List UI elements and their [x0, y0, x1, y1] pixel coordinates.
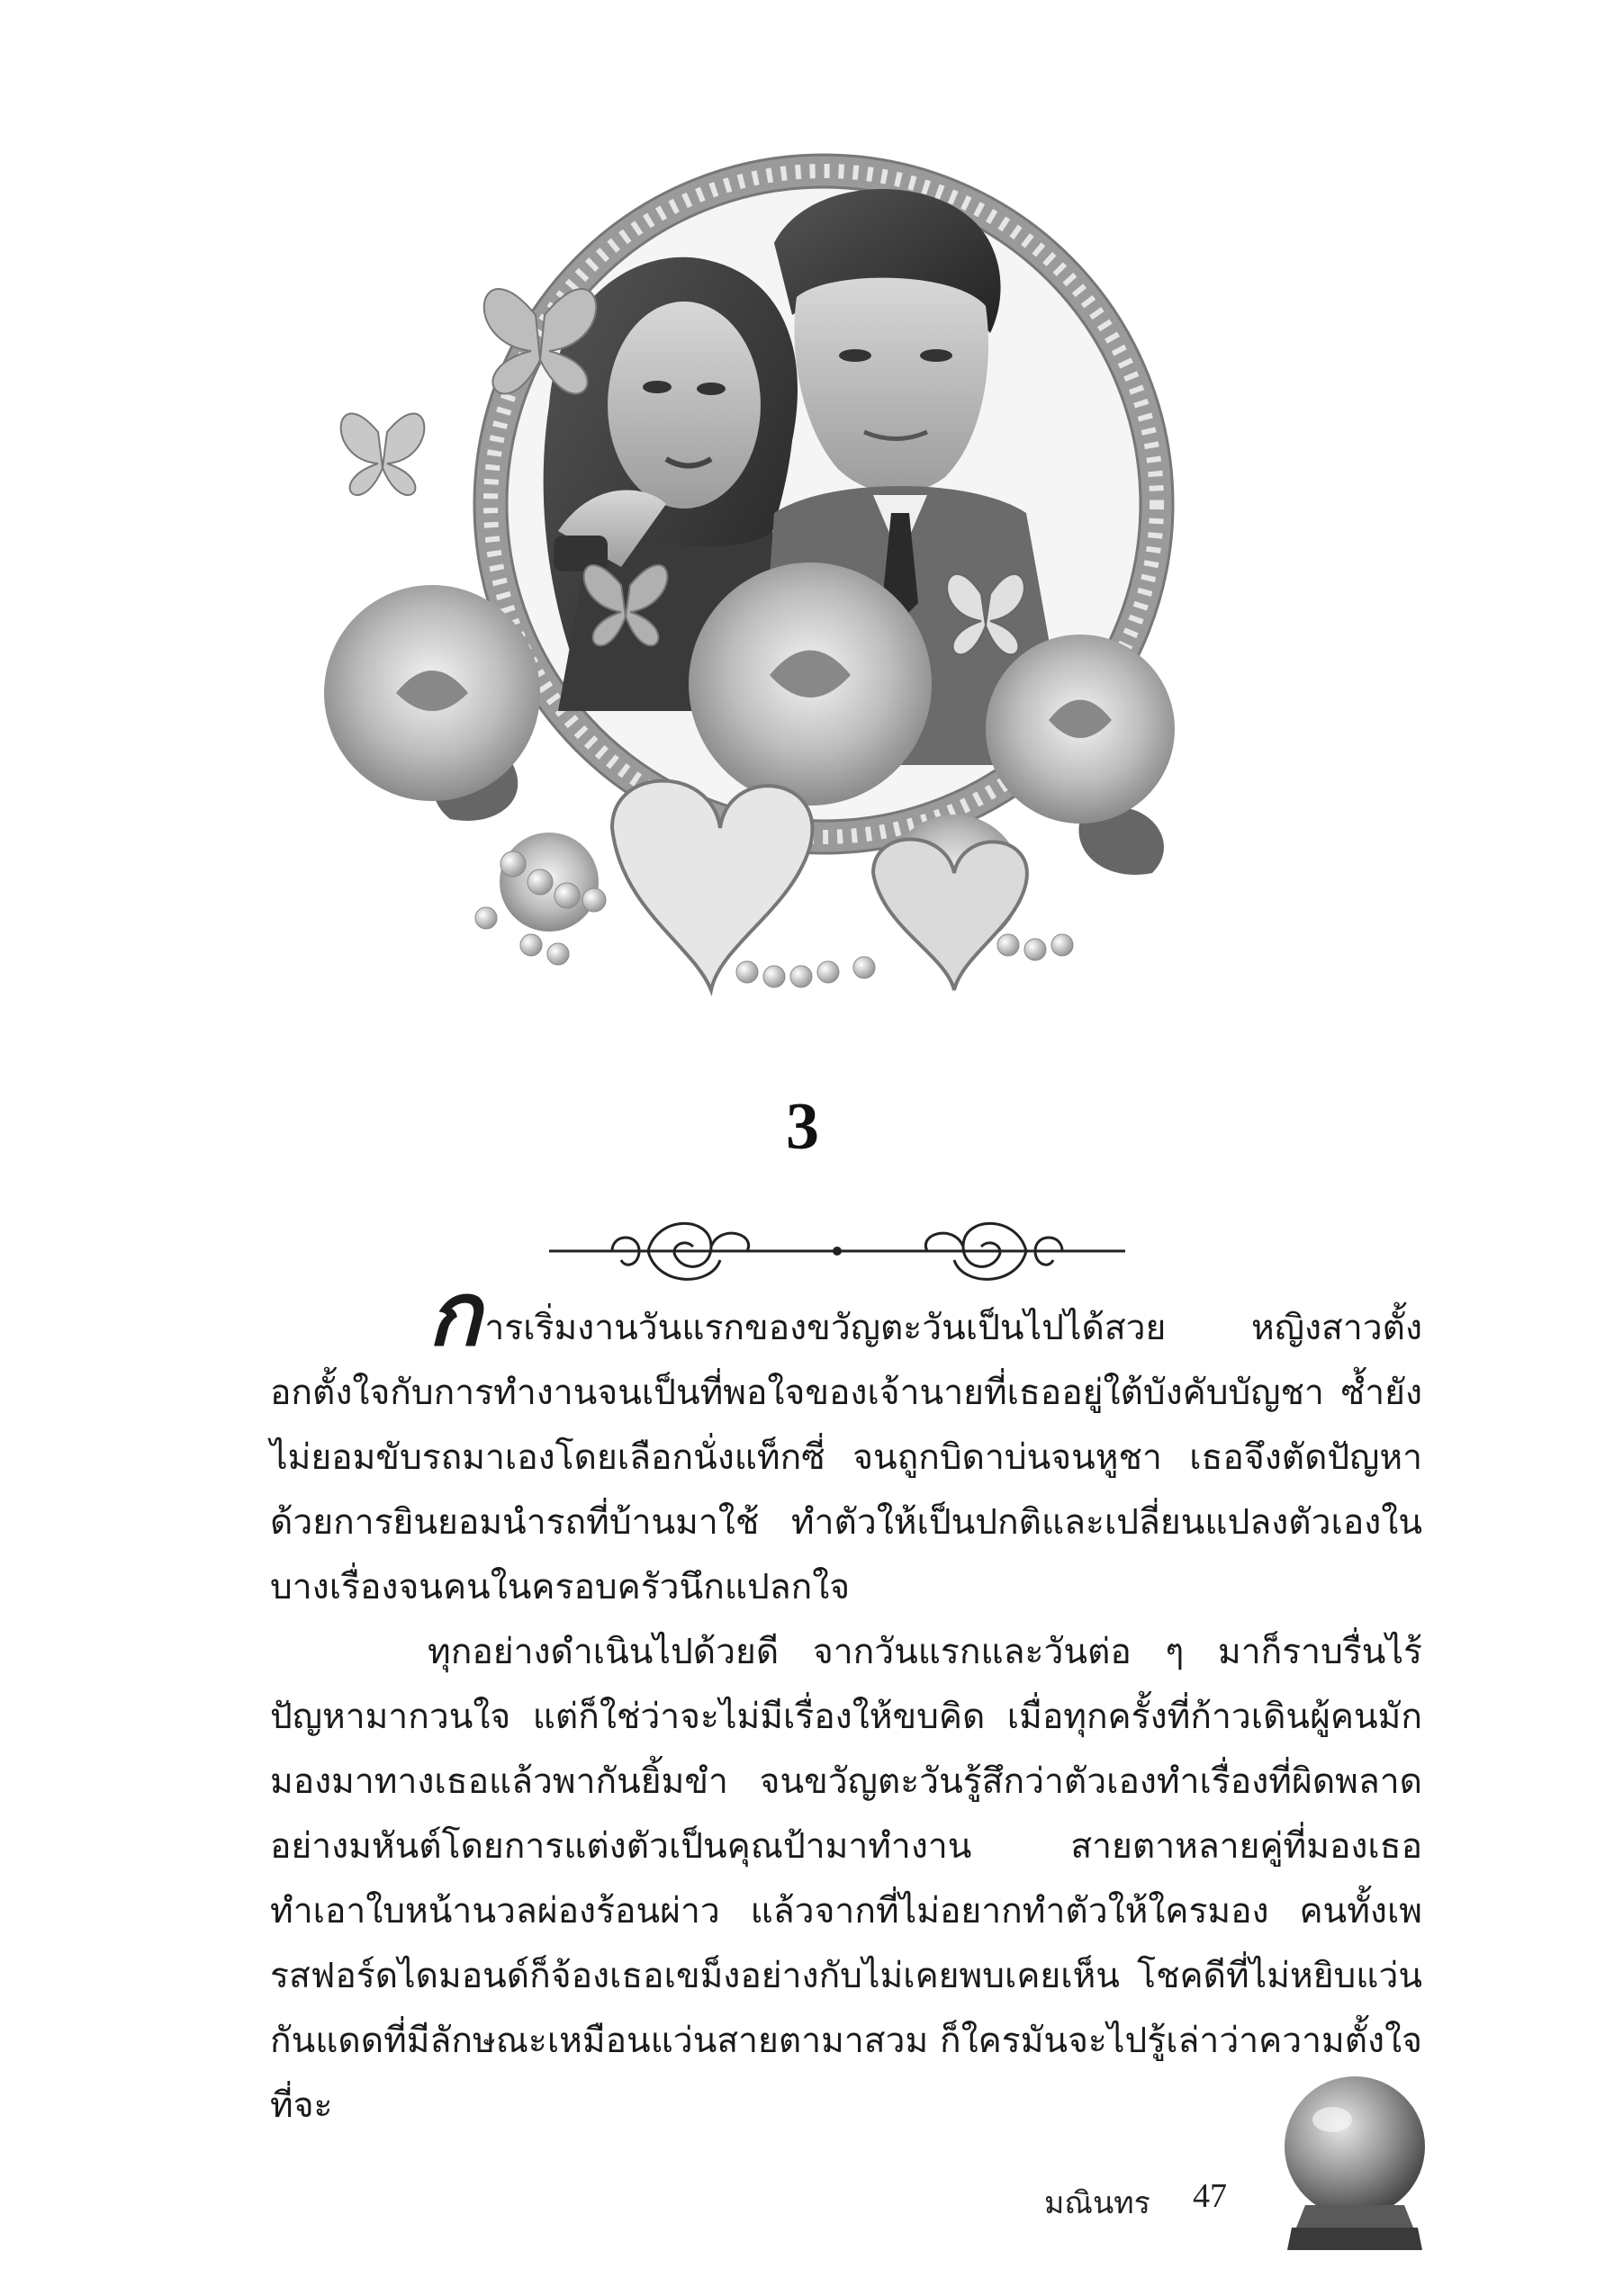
paragraph-2: ทุกอย่างดำเนินไปด้วยดี จากวันแรกและวันต่อ ๆ มาก็ราบรื่นไร้ปัญหามากวนใจ แต่ก็ใช่ว่าจะไม่มีเรื่องให้ขบคิด เมื่อทุกครั้งที่ก้าวเดินผู้คนมักมองมาทางเธอแล้วพากันยิ้มขำ จนขวัญตะวันรู้สึกว่าตัวเองทำเรื่องที่ผิดพลาดอย่างมหันต์โดยการแต่งตัวเป็นคุณป้ามาทำงาน สายตาหลายคู่ที่มองเธอทำเอาใบหน้านวลผ่องร้อนผ่าว แล้วจากที่ไม่อยากทำตัวให้ใครมอง คนทั้งเพรสฟอร์ดไดมอนด์ก็จ้องเธอเขม็งอย่างกับไม่เคยพบเคยเห็น โชคดีที่ไม่หยิบแว่นกันแดดที่มีลักษณะเหมือนแว่นสายตามาสวม ก็ใครมันจะไปรู้เล่าว่าความตั้งใจที่จะ	[270, 1632, 1422, 2126]
heart	[612, 781, 812, 991]
woman-face	[608, 302, 761, 509]
crystal-ball-icon	[1278, 2070, 1431, 2259]
body-text	[270, 1264, 1422, 2138]
paragraph-1-text: ารเริ่มงานวันแรกของขวัญตะวันเป็นไปได้สวย หญิงสาวตั้งอกตั้งใจกับการทำงานจนเป็นที่พอใจของเจ้านายที่เธออยู่ใต้บังคับบัญชา ซ้ำยังไม่ยอมขับรถมาเองโดยเลือกนั่งแท็กซี่ จนถูกบิดาบ่นจนหูชา เธอจึงตัดปัญหาด้วยการยินยอมนำรถที่บ้านมาใช้ ทำตัวให้เป็นปกติและเปลี่ยนแปลงตัวเองในบางเรื่องจนคนในครอบครัวนึกแปลกใจ	[270, 1308, 1422, 1607]
ornament-divider	[540, 1197, 1134, 1305]
cover-illustration	[324, 135, 1296, 1071]
footer-author: มณินทร	[1044, 2185, 1150, 2221]
drop-cap: ก	[428, 1264, 482, 1366]
paragraph-1	[270, 1264, 1422, 1620]
heart	[873, 840, 1027, 991]
page-number: 47	[1193, 2177, 1227, 2215]
chapter-number: 3	[786, 1090, 819, 1164]
